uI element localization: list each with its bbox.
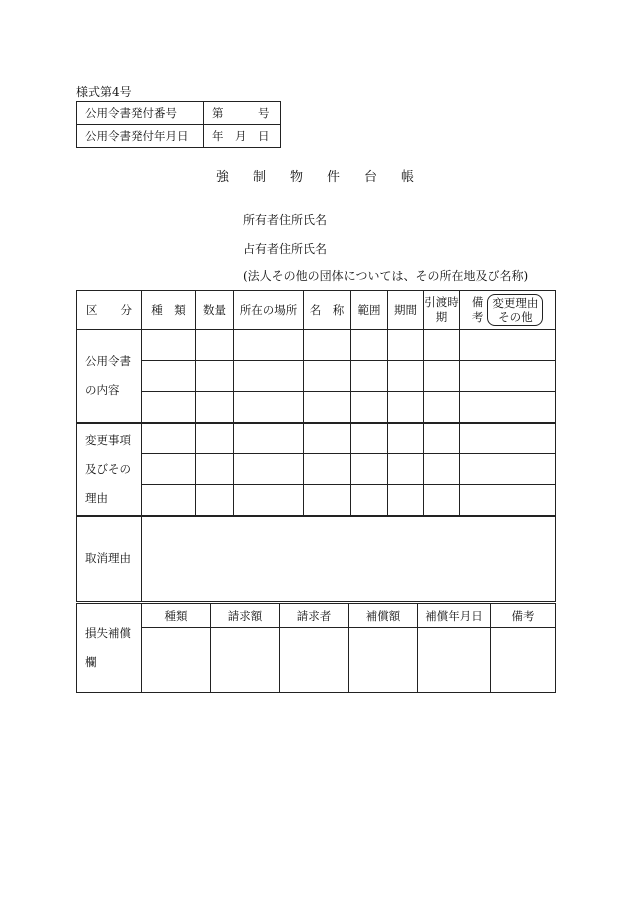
order-number-value: 第 号 <box>204 102 281 125</box>
loss-header-compensation-amount: 補償額 <box>349 604 418 628</box>
main-register-table <box>76 290 556 602</box>
order-date-value: 年 月 日 <box>204 125 281 148</box>
header-period: 期間 <box>388 291 424 330</box>
header-name: 名 称 <box>304 291 351 330</box>
header-category: 区 分 <box>77 291 142 330</box>
section-changes: 変更事項及びその理由 <box>77 423 142 516</box>
loss-compensation-table <box>76 603 556 693</box>
loss-header-claimant: 請求者 <box>280 604 349 628</box>
order-date-label: 公用令書発付年月日 <box>77 125 204 148</box>
form-number: 様式第4号 <box>76 85 132 99</box>
header-location: 所在の場所 <box>234 291 304 330</box>
section-cancellation: 取消理由 <box>77 516 142 602</box>
loss-compensation-label: 損失補償欄 <box>77 604 142 693</box>
occupant-address-name: 占有者住所氏名 <box>243 242 328 256</box>
order-info-box <box>76 101 281 148</box>
loss-header-compensation-date: 補償年月日 <box>418 604 491 628</box>
loss-header-claim-amount: 請求額 <box>211 604 280 628</box>
owner-address-name: 所有者住所氏名 <box>243 213 328 227</box>
header-type: 種 類 <box>142 291 196 330</box>
remarks-label: 備考 <box>471 295 484 324</box>
header-quantity: 数量 <box>196 291 234 330</box>
corporation-note: (法人その他の団体については、その所在地及び名称) <box>243 269 529 283</box>
header-delivery-time: 引渡時期 <box>424 291 460 330</box>
cancellation-reason-area <box>142 516 556 602</box>
header-range: 範囲 <box>351 291 388 330</box>
order-number-label: 公用令書発付番号 <box>77 102 204 125</box>
loss-header-type: 種類 <box>142 604 211 628</box>
document-title: 強制物件台帳 <box>215 170 438 185</box>
section-order-contents: 公用令書の内容 <box>77 330 142 423</box>
remarks-bracket-note: 変更理由その他 <box>487 294 543 326</box>
header-remarks <box>460 291 556 330</box>
loss-header-remarks: 備考 <box>491 604 556 628</box>
